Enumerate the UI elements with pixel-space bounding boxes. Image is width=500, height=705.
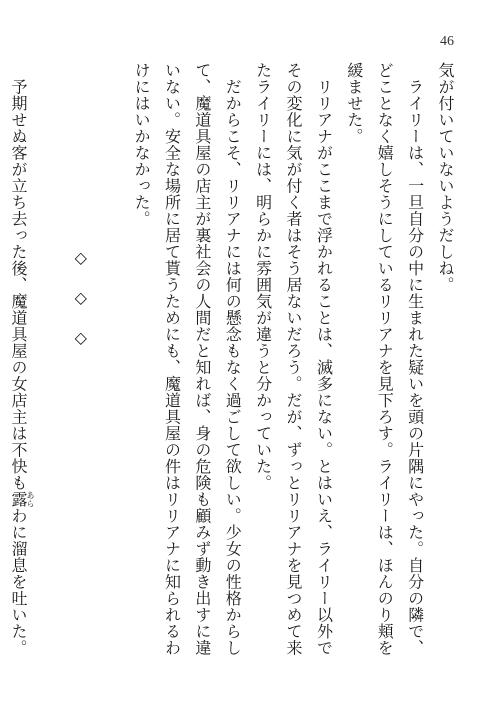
- blank-line: [35, 62, 65, 672]
- paragraph: ライリーは、一旦自分の中に生まれた疑いを頭の片隅にやった。自分の隣で、どことなく嬉しそうにしているリリアナを見下ろす。ライリーは、ほんのり頬を緩ませた。: [344, 62, 425, 656]
- ruby-reading: あら: [26, 490, 36, 508]
- paragraph: 予期せぬ客が立ち去った後、魔道具屋の女店主は不快も露あらわに溜息を吐いた。: [9, 78, 36, 656]
- section-break: ◇ ◇ ◇: [71, 248, 91, 356]
- paragraph: リリアナがここまで浮かれることは、滅多にない。とはいえ、ライリー以外でその変化に気が付く者はそう居ないだろう。だが、ずっとリリアナを見つめて来たライリーには、明らかに雰囲気が違うと分かっていた。: [253, 62, 334, 656]
- blank-line: [95, 62, 125, 672]
- page-number: 46: [440, 34, 454, 49]
- ruby-word: 露あら: [9, 490, 36, 508]
- vertical-text-block: [9, 62, 460, 672]
- paragraph: だからこそ、リリアナには何の懸念もなく過ごして欲しい。少女の性格からして、魔道具屋の店主が裏社会の人間だと知れば、身の危険も顧みず動き出すに違いない。安全な場所に居て貰うためにも、魔道具屋の件はリリアナに知られるわけにはいかなかった。: [132, 62, 243, 656]
- paragraph: 気が付いていないようだしね。: [436, 62, 455, 293]
